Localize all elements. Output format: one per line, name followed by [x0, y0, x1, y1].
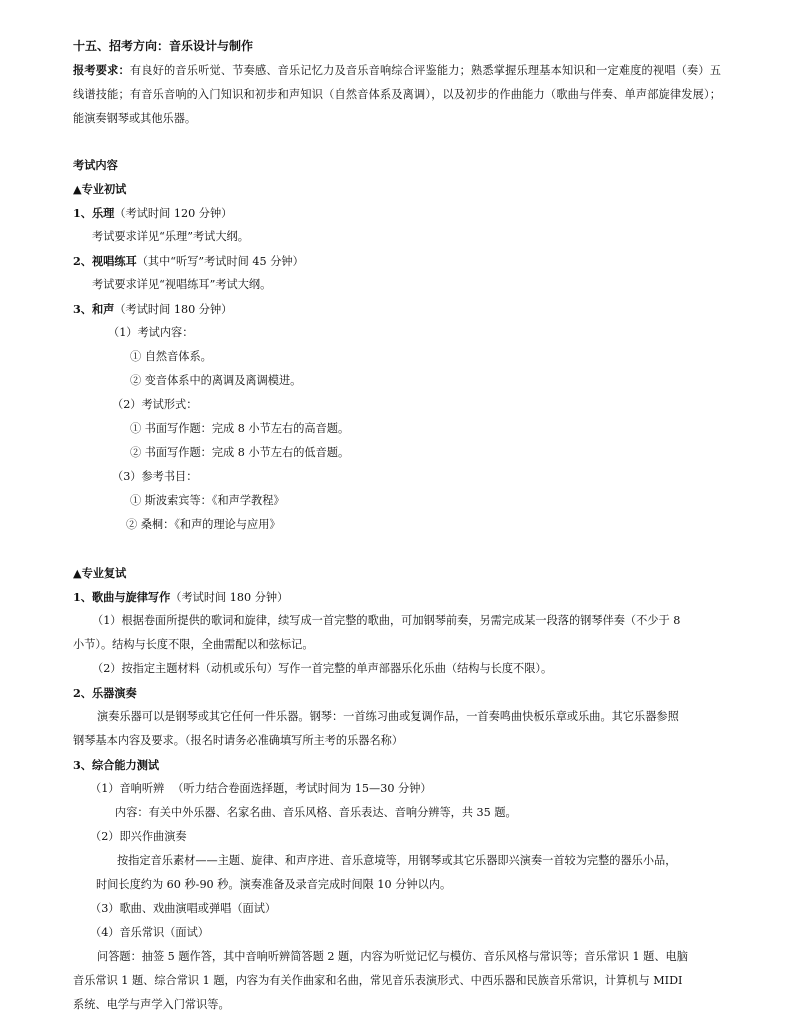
harmony-form-item-1: ① 书面写作题：完成 8 小节左右的高音题。: [130, 422, 350, 435]
retest-item-2-head: 2、乐器演奏: [73, 686, 137, 700]
requirements-label: 报考要求：: [73, 63, 130, 77]
retest-item-1-para-2: （2）按指定主题材料（动机或乐句）写作一首完整的单声部器乐化乐曲（结构与长度不限）。: [92, 662, 553, 675]
retest-item-2-text-b: 钢琴基本内容及要求。（报名时请务必准确填写所主考的乐器名称）: [73, 734, 404, 747]
improv-label: （2）即兴作曲演奏: [90, 830, 187, 843]
listening-item: [90, 781, 787, 797]
improv-text-a: 按指定音乐素材——主题、旋律、和声序进、音乐意境等，用钢琴或其它乐器即兴演奏一首较为完整的器乐小品，: [117, 854, 677, 867]
harmony-form-label: （2）考试形式：: [112, 398, 198, 411]
prelim-item-1-time: （考试时间 120 分钟）: [114, 207, 233, 220]
retest-item-1-head: 1、歌曲与旋律写作: [73, 590, 171, 604]
music-knowledge-label: （4）音乐常识（面试）: [90, 926, 209, 939]
listening-content: 内容：有关中外乐器、名家名曲、音乐风格、音乐表达、音响分辨等，共 35 题。: [115, 806, 517, 819]
singing-label: （3）歌曲、戏曲演唱或弹唱（面试）: [90, 902, 277, 915]
harmony-book-2: ② 桑桐：《和声的理论与应用》: [126, 518, 281, 531]
prelim-item-3-head: 3、和声: [73, 302, 115, 316]
prelim-item-2-text: 考试要求详见“视唱练耳”考试大纲。: [92, 278, 272, 291]
requirements-text: 有良好的音乐听觉、节奏感、音乐记忆力及音乐音响综合评鉴能力；熟悉掌握乐理基本知识和一定难度的视唱（奏）五线谱技能；有音乐音响的入门知识和初步和声知识（自然音体系及离调），以及初步的作曲能力（歌曲与伴奏、单声部旋律发展）；能演奏钢琴或其他乐器。: [73, 64, 721, 125]
retest-item-1-time: （考试时间 180 分钟）: [170, 591, 289, 604]
harmony-form-item-2: ② 书面写作题：完成 8 小节左右的低音题。: [130, 446, 350, 459]
music-knowledge-text-c: 系统、电学与声学入门常识等。: [73, 998, 230, 1011]
prelim-item-1: [73, 205, 787, 222]
retest-item-1: [73, 589, 787, 606]
harmony-book-1: ① 斯波索宾等：《和声学教程》: [130, 494, 285, 507]
retest-heading: ▲专业复试: [73, 566, 127, 580]
listening-note: （听力结合卷面选择题，考试时间为 15—30 分钟）: [172, 782, 432, 795]
exam-content-heading: 考试内容: [73, 158, 118, 172]
retest-item-2-text-a: 演奏乐器可以是钢琴或其它任何一件乐器。钢琴：一首练习曲或复调作品，一首奏鸣曲快板乐章或乐曲。其它乐器参照: [97, 710, 679, 723]
improv-text-b: 时间长度约为 60 秒-90 秒。演奏准备及录音完成时间限 10 分钟以内。: [96, 878, 452, 891]
section-title: 十五、招考方向：音乐设计与制作: [73, 39, 254, 53]
music-knowledge-text-b: 音乐常识 1 题、综合常识 1 题，内容为有关作曲家和名曲，常见音乐表演形式、中西乐器和民族音乐常识，计算机与 MIDI: [73, 974, 683, 987]
music-knowledge-text-a: 问答题：抽签 5 题作答，其中音响听辨简答题 2 题，内容为听觉记忆与模仿、音乐风格与常识等；音乐常识 1 题、电脑: [97, 950, 688, 963]
prelim-item-2: [73, 253, 787, 270]
prelim-item-2-time: （其中“听写”考试时间 45 分钟）: [136, 255, 304, 268]
retest-item-1-para-1a: （1）根据卷面所提供的歌词和旋律，续写成一首完整的歌曲，可加钢琴前奏，另需完成某一段落的钢琴伴奏（不少于 8: [92, 614, 681, 627]
retest-item-3-head: 3、综合能力测试: [73, 758, 160, 772]
harmony-content-label: （1）考试内容：: [108, 326, 194, 339]
listening-label: （1）音响听辨: [90, 782, 165, 795]
prelim-item-3: [73, 301, 787, 318]
prelim-item-2-head: 2、视唱练耳: [73, 254, 137, 268]
harmony-content-item-1: ① 自然音体系。: [130, 350, 212, 363]
prelim-item-1-head: 1、乐理: [73, 206, 115, 220]
harmony-books-label: （3）参考书目：: [112, 470, 198, 483]
requirements-paragraph: [73, 58, 721, 131]
prelim-heading: ▲专业初试: [73, 182, 127, 196]
retest-item-1-para-1b: 小节）。结构与长度不限，全曲需配以和弦标记。: [73, 638, 314, 651]
harmony-content-item-2: ② 变音体系中的离调及离调模进。: [130, 374, 302, 387]
prelim-item-3-time: （考试时间 180 分钟）: [114, 303, 233, 316]
prelim-item-1-text: 考试要求详见“乐理”考试大纲。: [92, 230, 249, 243]
